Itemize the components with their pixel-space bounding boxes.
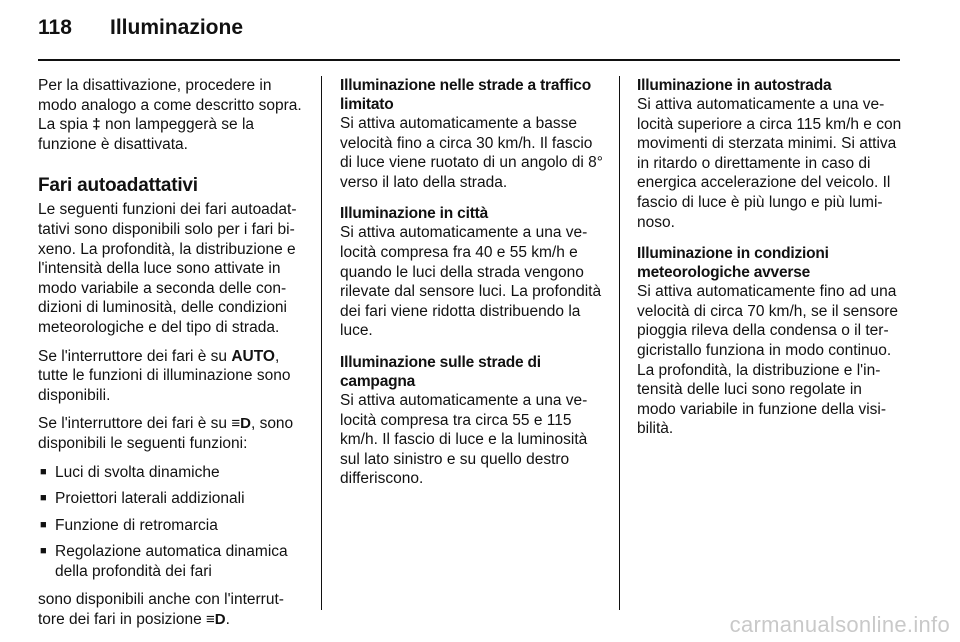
section-text: Si attiva automaticamente fino ad una velocità di circa 70 km/h, se il sensore pioggia rileva della condensa o il tergicristallo funziona in modo continuo. La profondità, la distribuzione e l'intensità delle luci sono regolate in modo variabile in funzione della visibilità. xyxy=(637,283,899,438)
column-divider-1 xyxy=(321,76,322,610)
section-text: Si attiva automaticamente a una velocità compresa fra 40 e 55 km/h e quando le luci della strada vengono rilevate dal sensore luci. La profondità dei fari viene ridotta distribuendo la luce. xyxy=(340,224,602,340)
watermark: carmanualsonline.info xyxy=(729,612,950,637)
section-motorway xyxy=(637,76,903,232)
closing-paragraph: sono disponibili anche con l'interruttore dei fari in posizione ≡D. xyxy=(38,591,284,629)
bullet-icon: ■ xyxy=(40,465,47,478)
page-header xyxy=(38,16,243,48)
section-town-traffic xyxy=(340,76,604,192)
list-item: ■ Luci di svolta dinamiche xyxy=(40,463,220,481)
section-heading-adaptive-headlights: Fari autoadattativi xyxy=(38,175,198,197)
section-text: Si attiva automaticamente a una velocità compresa tra circa 55 e 115 km/h. Il fascio di luce e la luminosità sul lato sinistro e su quello destro differiscono. xyxy=(340,391,588,488)
low-beam-icon: ≡D xyxy=(206,611,226,629)
column-2 xyxy=(340,76,604,501)
intro-paragraph: Per la disattivazione, procedere in modo analogo a come descritto sopra. La spia ‡ non lampeggerà se la funzione è disattivata. xyxy=(38,77,302,153)
section-city xyxy=(340,204,604,341)
section-heading: Illuminazione sulle strade di campagna xyxy=(340,353,541,390)
function-list xyxy=(38,463,304,582)
section-heading: Illuminazione in condizioni meteorologiche avverse xyxy=(637,245,829,282)
column-divider-2 xyxy=(619,76,620,610)
auto-paragraph: Se l'interruttore dei fari è su AUTO, tutte le funzioni di illuminazione sono disponibili. xyxy=(38,347,291,404)
bullet-icon: ■ xyxy=(40,492,47,505)
header-divider xyxy=(38,59,900,61)
section-text: Si attiva automaticamente a basse velocità fino a circa 30 km/h. Il fascio di luce viene ruotato di un angolo di 8° verso il lato della strada. xyxy=(340,115,603,191)
page-number: 118 xyxy=(38,16,72,39)
column-3 xyxy=(637,76,903,451)
section-heading: Illuminazione in autostrada xyxy=(637,77,832,94)
list-item: ■ Proiettori laterali addizionali xyxy=(40,490,245,508)
column-1 xyxy=(38,76,304,639)
list-item: ■ Funzione di retromarcia xyxy=(40,516,218,534)
bullet-icon: ■ xyxy=(40,545,47,558)
section-heading: Illuminazione in città xyxy=(340,205,489,223)
section-text: Si attiva automaticamente a una velocità superiore a circa 115 km/h e con movimenti di sterzata minimi. Si attiva in ritardo o direttamente in caso di energica accelerazione del veicolo. Il fascio di luce è più lungo e più luminoso. xyxy=(637,96,902,231)
warning-lamp-icon: ‡ xyxy=(92,116,101,134)
chapter-title: Illuminazione xyxy=(110,16,244,39)
adaptive-description: Le seguenti funzioni dei fari autoadattativi sono disponibili solo per i fari bixeno. La profondità, la distribuzione e l'intensità della luce sono attivate in modo variabile a seconda delle condizioni di luminosità, delle condizioni meteorologiche e del tipo di strada. xyxy=(38,201,297,336)
auto-keyword: AUTO xyxy=(231,347,275,365)
low-beam-paragraph: Se l'interruttore dei fari è su ≡D, sono disponibili le seguenti funzioni: xyxy=(38,415,294,452)
list-item: ■ Regolazione automatica dinamica della profondità dei fari xyxy=(40,543,288,580)
section-country-road xyxy=(340,353,604,489)
section-bad-weather xyxy=(637,244,903,439)
low-beam-icon: ≡D xyxy=(231,415,251,433)
section-heading: Illuminazione nelle strade a traffico limitato xyxy=(340,77,591,113)
bullet-icon: ■ xyxy=(40,518,47,531)
